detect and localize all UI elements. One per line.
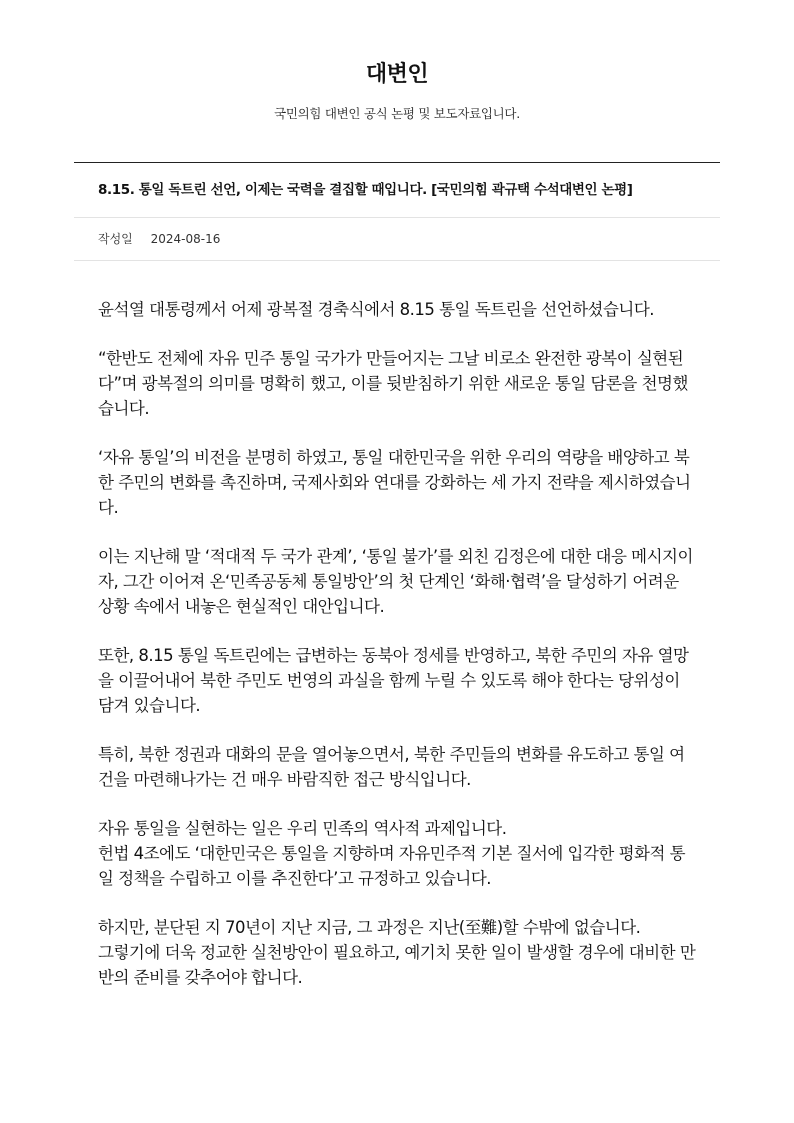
paragraph-line: ‘자유 통일’의 비전을 분명히 하였고, 통일 대한민국을 위한 우리의 역량을 배양하고 북한 주민의 변화를 촉진하며, 국제사회와 연대를 강화하는 세 가지 전략을 제시하였습니다. bbox=[98, 448, 691, 517]
article-header bbox=[74, 162, 720, 261]
article-title: 8.15. 통일 독트린 선언, 이제는 국력을 결집할 때입니다. [국민의힘 곽규택 수석대변인 논평] bbox=[74, 163, 720, 218]
paragraph bbox=[98, 816, 696, 891]
paragraph bbox=[98, 643, 696, 718]
paragraph-line: “한반도 전체에 자유 민주 통일 국가가 만들어지는 그날 비로소 완전한 광복이 실현된다”며 광복절의 의미를 명확히 했고, 이를 뒷받침하기 위한 새로운 통일 담론을 천명했습니다. bbox=[98, 349, 688, 418]
paragraph bbox=[98, 346, 696, 421]
paragraph-line: 그렇기에 더욱 정교한 실천방안이 필요하고, 예기치 못한 일이 발생할 경우에 대비한 만반의 준비를 갖추어야 합니다. bbox=[98, 943, 696, 987]
site-title[interactable]: 대변인 bbox=[365, 62, 429, 87]
paragraph bbox=[98, 297, 696, 322]
article-body bbox=[98, 297, 696, 990]
paragraph-line: 자유 통일을 실현하는 일은 우리 민족의 역사적 과제입니다. bbox=[98, 819, 507, 838]
site-subtitle: 국민의힘 대변인 공식 논평 및 보도자료입니다. bbox=[274, 106, 520, 121]
paragraph bbox=[98, 544, 696, 619]
paragraph-line: 헌법 4조에도 ‘대한민국은 통일을 지향하며 자유민주적 기본 질서에 입각한 평화적 통일 정책을 수립하고 이를 추진한다’고 규정하고 있습니다. bbox=[98, 844, 686, 888]
paragraph-line: 이는 지난해 말 ‘적대적 두 국가 관계’, ‘통일 불가’를 외친 김정은에 대한 대응 메시지이자, 그간 이어져 온‘민족공동체 통일방안’의 첫 단계인 ‘화해·협력’을 달성하기 어려운 상황 속에서 내놓은 현실적인 대안입니다. bbox=[98, 547, 693, 616]
paragraph-line: 윤석열 대통령께서 어제 광복절 경축식에서 8.15 통일 독트린을 선언하셨습니다. bbox=[98, 300, 655, 319]
paragraph bbox=[98, 742, 696, 792]
paragraph bbox=[98, 445, 696, 520]
paragraph bbox=[98, 915, 696, 990]
date-value: 2024-08-16 bbox=[150, 232, 221, 246]
paragraph-line: 특히, 북한 정권과 대화의 문을 열어놓으면서, 북한 주민들의 변화를 유도하고 통일 여건을 마련해나가는 건 매우 바람직한 접근 방식입니다. bbox=[98, 745, 685, 789]
paragraph-line: 하지만, 분단된 지 70년이 지난 지금, 그 과정은 지난(至難)할 수밖에 없습니다. bbox=[98, 918, 641, 937]
paragraph-line: 또한, 8.15 통일 독트린에는 급변하는 동북아 정세를 반영하고, 북한 주민의 자유 열망을 이끌어내어 북한 주민도 번영의 과실을 함께 누릴 수 있도록 해야 한다는 당위성이 담겨 있습니다. bbox=[98, 646, 689, 715]
article-meta bbox=[74, 218, 720, 261]
site-header bbox=[0, 0, 794, 122]
date-label: 작성일 bbox=[98, 232, 133, 246]
